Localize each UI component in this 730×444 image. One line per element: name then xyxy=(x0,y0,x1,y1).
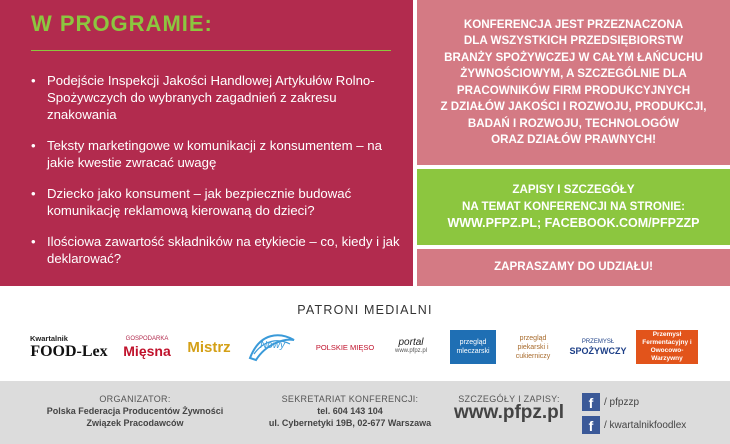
footer xyxy=(0,381,730,444)
program-item: • Podejście Inspekcji Jakości Handlowej Artykułów Rolno-Spożywczych do wybranych zagadnień z zakresu znakowania xyxy=(31,73,375,122)
signup-line: NA TEMAT KONFERENCJI NA STRONIE: xyxy=(461,199,686,213)
signup-box xyxy=(417,169,730,245)
facebook-foodlex[interactable] xyxy=(582,416,686,434)
info-line: PRACOWNIKÓW FIRM PRODUKCYJNYCH xyxy=(456,83,691,97)
organizer-label: ORGANIZATOR: xyxy=(99,394,171,404)
secretariat-address: ul. Cybernetyki 19B, 02-677 Warszawa xyxy=(268,418,432,428)
info-line: ORAZ DZIAŁÓW PRAWNYCH! xyxy=(491,133,656,146)
logo-przemysl-fermentacyjny[interactable]: Przemysł Fermentacyjny i Owocowo-Warzywny xyxy=(636,330,698,364)
logo-polskie-mieso[interactable]: POLSKIE MIĘSO xyxy=(315,342,375,352)
website-link[interactable]: www.pfpz.pl xyxy=(453,402,565,423)
logo-mistrz[interactable]: Mistrz xyxy=(187,338,231,356)
program-list xyxy=(31,72,406,281)
program-item: • Teksty marketingowe w komunikacji z konsumentem – na jakie kwestie zwracać uwagę xyxy=(31,138,382,170)
invite-text: ZAPRASZAMY DO UDZIAŁU! xyxy=(494,260,653,274)
program-item: • Ilościowa zawartość składników na etykiecie – co, kiedy i jak deklarować? xyxy=(31,234,400,266)
program-panel xyxy=(0,0,413,286)
signup-line: ZAPISY I SZCZEGÓŁY xyxy=(512,183,635,197)
signup-links[interactable]: WWW.PFPZ.PL; FACEBOOK.COM/PFPZZP xyxy=(447,216,700,231)
info-line: DLA WSZYSTKICH PRZEDSIĘBIORSTW xyxy=(463,34,684,47)
organizer-name: Polska Federacja Producentów Żywności xyxy=(46,406,224,416)
program-title: W PROGRAMIE: xyxy=(31,11,213,36)
bullet-icon: • xyxy=(31,73,36,88)
patron-logos xyxy=(30,330,710,364)
logo-przemysl-spozywczy[interactable]: PRZEMYSŁ SPOŻYWCZY xyxy=(569,339,627,356)
info-line: KONFERENCJA JEST PRZEZNACZONA xyxy=(463,17,684,31)
bullet-icon: • xyxy=(31,234,36,249)
info-line: BADAŃ I ROZWOJU, TECHNOLOGÓW xyxy=(467,116,680,130)
patrons-title: PATRONI MEDIALNI xyxy=(297,303,433,317)
facebook-handle: / kwartalnikfoodlex xyxy=(604,419,687,431)
info-line: ŻYWNOŚCIOWYM, A SZCZEGÓLNIE DLA xyxy=(460,67,687,80)
organizer-subname: Związek Pracodawców xyxy=(86,418,184,428)
facebook-icon: f xyxy=(582,416,600,434)
logo-gospodarka-miesna[interactable]: GOSPODARKA Mięsna xyxy=(123,336,171,359)
secretariat-phone[interactable]: tel. 604 143 104 xyxy=(317,406,383,416)
bullet-icon: • xyxy=(31,138,36,153)
details-block xyxy=(450,393,568,423)
invite-box xyxy=(417,249,730,286)
facebook-handle: / pfpzzp xyxy=(604,396,640,408)
organizer-block xyxy=(20,393,250,429)
logo-portal[interactable]: portal www.pfpz.pl xyxy=(394,337,427,354)
facebook-icon: f xyxy=(582,393,600,411)
secretariat-block xyxy=(250,393,450,429)
program-item: • Dziecko jako konsument – jak bezpiecznie budować komunikację reklamową kierowaną do dzieci? xyxy=(31,186,352,218)
info-line: BRANŻY SPOŻYWCZEJ W CAŁYM ŁAŃCUCHU xyxy=(444,50,703,64)
audience-info-box xyxy=(417,0,730,165)
logo-przeglad-piekarski[interactable]: przegląd piekarski i cukierniczy xyxy=(515,334,551,360)
info-line: Z DZIAŁÓW JAKOŚCI I ROZWOJU, PRODUKCJI, xyxy=(440,100,707,113)
bullet-icon: • xyxy=(31,186,36,201)
logo-foodlex[interactable]: Kwartalnik FOOD-Lex xyxy=(30,334,108,360)
details-label: SZCZEGÓŁY I ZAPISY: xyxy=(458,394,560,404)
facebook-pfpzzp[interactable] xyxy=(582,393,639,411)
logo-przeglad-mleczarski[interactable]: przegląd mleczarski xyxy=(450,330,496,364)
secretariat-label: SEKRETARIAT KONFERENCJI: xyxy=(281,394,419,404)
title-divider xyxy=(31,50,391,51)
logo-nowy[interactable]: Nowy xyxy=(244,330,300,364)
